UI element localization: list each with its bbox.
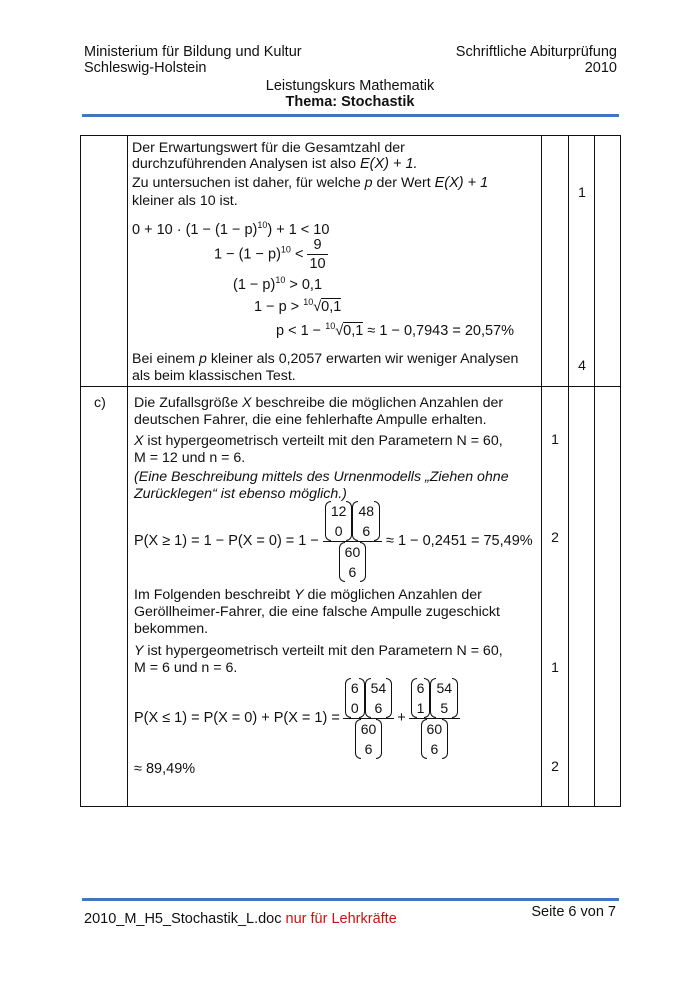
page-number: Seite 6 von 7 (531, 904, 616, 920)
binom-bottom: 6 (362, 522, 371, 539)
eq-part: (1 − p) (233, 276, 276, 293)
binom-bottom: 6 (374, 699, 383, 716)
binom-bottom: 5 (440, 699, 449, 716)
b-text-line (132, 350, 518, 368)
denominator: 10 (309, 256, 326, 272)
course-name: Leistungskurs Mathematik (265, 78, 435, 94)
var-p: p (364, 175, 373, 191)
denominator (343, 718, 394, 759)
eq-part: p < 1 − (276, 322, 322, 339)
binom-top: 60 (360, 720, 377, 737)
fraction (323, 501, 382, 582)
binom-bottom: 0 (334, 522, 343, 539)
footer-filename-line (84, 911, 397, 927)
b-text-line (132, 174, 488, 192)
c-text-line: M = 12 und n = 6. (134, 450, 246, 466)
points-value: 1 (578, 184, 586, 200)
b-text-line: Der Erwartungswert für die Gesamtzahl der (132, 140, 405, 156)
c-text-line: (Eine Beschreibung mittels des Urnenmodells „Ziehen ohne (134, 469, 509, 485)
eq-part: > 0,1 (289, 276, 323, 293)
eq-part: ≈ 1 − 0,7943 = 20,57% (367, 322, 515, 339)
c-text-line: deutschen Fahrer, die eine fehlerhafte Ampulle erhalten. (134, 412, 487, 428)
b-text-part: Zu untersuchen ist daher, für welche (132, 175, 361, 191)
b-text-line: als beim klassischen Test. (132, 368, 296, 384)
binomial (365, 678, 393, 718)
root-index: 10 (303, 297, 314, 307)
c-text-part: die möglichen Anzahlen der (307, 587, 482, 603)
binomial (430, 678, 458, 718)
fraction (409, 678, 460, 759)
footer-filename: 2010_M_H5_Stochastik_L.doc (84, 911, 282, 927)
fraction (307, 236, 327, 273)
c-text-line (134, 432, 503, 450)
footer-rule (82, 898, 619, 901)
points-value: 4 (578, 357, 586, 373)
points-value: 2 (551, 529, 559, 545)
c-text-line (134, 642, 503, 660)
binomial (411, 678, 431, 718)
binomial (355, 719, 383, 759)
b-equation-2 (214, 236, 328, 273)
eq-plus: + (397, 710, 406, 726)
b-text-part: kleiner als 0,2057 erwarten wir weniger Analysen (210, 351, 519, 367)
radicand: 0,1 (321, 298, 342, 315)
binomial (345, 678, 365, 718)
exam-type: Schriftliche Abiturprüfung (455, 44, 617, 60)
var-p: p (199, 351, 207, 367)
binom-top: 12 (330, 502, 347, 519)
eq-part: 0 + 10 · (1 − (1 − p) (132, 221, 258, 238)
numerator (409, 678, 460, 718)
points-value: 2 (551, 758, 559, 774)
b-equation-4: 1 − p > $^{10}$√0,1 (254, 297, 342, 315)
c-text-line: Zurücklegen“ ist ebenso möglich.) (134, 486, 347, 502)
numerator (323, 501, 382, 541)
ministry-name: Ministerium für Bildung und Kultur (84, 44, 302, 60)
c-text-line: bekommen. (134, 621, 209, 637)
fraction (343, 678, 394, 759)
points-value: 1 (551, 431, 559, 447)
binomial (339, 542, 367, 582)
c-equation-1 (134, 502, 533, 580)
c-text-line (134, 394, 503, 412)
topic-title: Thema: Stochastik (285, 94, 415, 110)
eq-sup: 10 (275, 275, 286, 285)
binom-top: 48 (358, 502, 375, 519)
b-text-line (132, 155, 418, 173)
binom-bottom: 1 (416, 699, 425, 716)
b-expression: E(X) + 1 (434, 175, 489, 191)
b-text-part: durchzuführenden Analysen ist also (132, 156, 356, 172)
footer-note: nur für Lehrkräfte (285, 911, 397, 927)
eq-part: ≈ 1 − 0,2451 = 75,49% (386, 533, 533, 549)
binom-bottom: 0 (350, 699, 359, 716)
c-equation-2 (134, 678, 463, 758)
binom-top: 60 (426, 720, 443, 737)
binom-top: 54 (370, 679, 387, 696)
header-rule (82, 114, 619, 117)
c-text-part: Die Zufallsgröße (134, 395, 239, 411)
c-text-part: ist hypergeometrisch verteilt mit den Parametern N = 60, (147, 643, 503, 659)
binom-bottom: 6 (364, 740, 373, 757)
var-y: Y (134, 643, 144, 659)
eq-part: ) + 1 < 10 (267, 221, 330, 238)
binomial (421, 719, 449, 759)
binom-top: 54 (436, 679, 453, 696)
denominator (409, 718, 460, 759)
eq-part: 1 − (1 − p) (214, 246, 281, 263)
b-expression: E(X) + 1. (359, 156, 418, 172)
binom-top: 60 (344, 543, 361, 560)
c-text-line: Geröllheimer-Fahrer, die eine falsche Ampulle zugeschickt (134, 604, 500, 620)
c-text-part: beschreibe die möglichen Anzahlen der (255, 395, 504, 411)
exam-year: 2010 (584, 60, 617, 76)
c-text-line: M = 6 und n = 6. (134, 660, 238, 676)
binom-top: 6 (416, 679, 425, 696)
b-text-part: der Wert (376, 175, 431, 191)
c-text-part: Im Folgenden beschreibt (134, 587, 291, 603)
var-x: X (242, 395, 252, 411)
c-result: ≈ 89,49% (134, 761, 196, 777)
state-name: Schleswig-Holstein (84, 60, 207, 76)
eq-part: P(X ≤ 1) = P(X = 0) + P(X = 1) = (134, 710, 340, 726)
eq-sup: 10 (280, 244, 291, 255)
b-equation-5: p < 1 − $^{10}$√0,1 ≈ 1 − 0,7943 = 20,57% (276, 321, 515, 339)
binomial (352, 501, 380, 541)
denominator (323, 541, 382, 582)
b-equation-3 (233, 271, 322, 294)
var-x: X (134, 433, 144, 449)
eq-sup: 10 (257, 220, 268, 230)
binomial (325, 501, 353, 541)
var-y: Y (294, 587, 304, 603)
points-value: 1 (551, 659, 559, 675)
eq-part: P(X ≥ 1) = 1 − P(X = 0) = 1 − (134, 533, 319, 549)
binom-top: 6 (350, 679, 359, 696)
eq-part: 1 − p > (254, 298, 300, 315)
c-text-part: ist hypergeometrisch verteilt mit den Parametern N = 60, (147, 433, 503, 449)
binom-bottom: 6 (348, 563, 357, 580)
c-text-line (134, 586, 482, 604)
root-index: 10 (325, 321, 336, 331)
part-label: c) (94, 395, 106, 411)
eq-rel: < (294, 246, 304, 263)
numerator: 9 (313, 237, 322, 253)
numerator (343, 678, 394, 718)
binom-bottom: 6 (430, 740, 439, 757)
radicand: 0,1 (343, 322, 364, 339)
b-text-part: Bei einem (132, 351, 196, 367)
b-text-line: kleiner als 10 ist. (132, 193, 238, 209)
